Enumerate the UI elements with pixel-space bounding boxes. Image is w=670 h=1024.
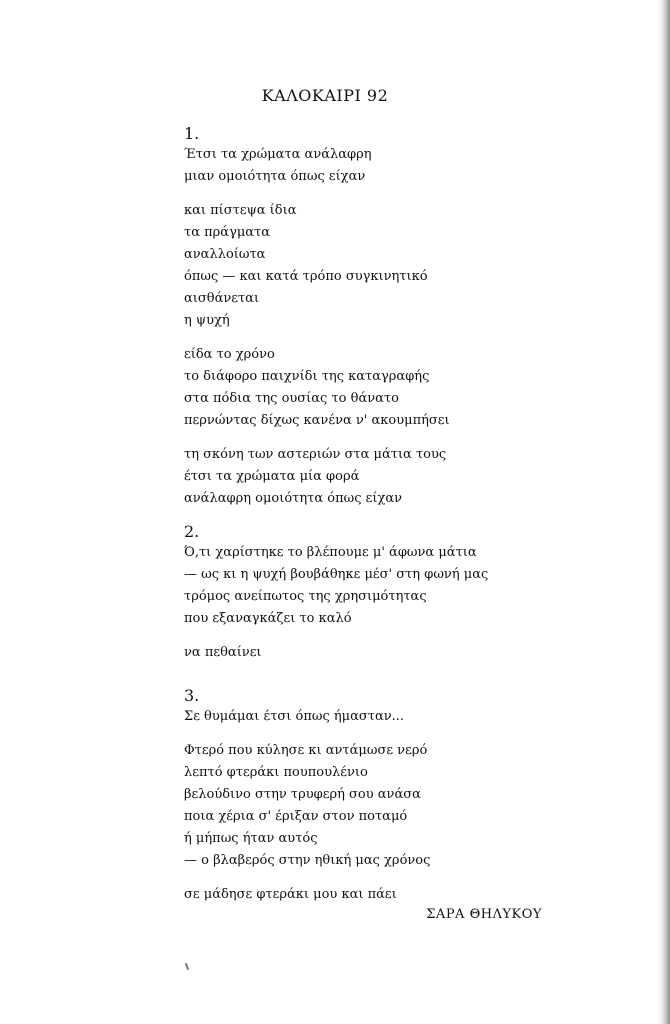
poem-line: στα πόδια της ουσίας το θάνατο [184,391,399,406]
poem-line: που εξαναγκάζει το καλό [184,611,352,626]
section-number: 2. [184,522,200,541]
poem-line: τα πράγματα [184,225,271,240]
poem-line: ανάλαφρη ομοιότητα όπως είχαν [184,491,403,506]
poem-line: Φτερό που κύλησε κι αντάμωσε νερό [184,743,428,758]
poem-line: αναλλοίωτα [184,247,266,262]
poem-line: όπως — και κατά τρόπο συγκινητικό [184,269,428,284]
author-signature: ΣΑΡΑ ΘΗΛΥΚΟΥ [426,907,542,922]
poem-line: τρόμος ανείπωτος της χρησιμότητας [184,589,427,604]
section-number: 3. [184,686,200,705]
poem-line: — ο βλαβερός στην ηθική μας χρόνος [184,853,431,868]
poem-title: ΚΑΛΟΚΑΙΡΙ 92 [261,86,389,105]
poem-line: Σε θυμάμαι έτσι όπως ήμασταν... [184,709,405,724]
poem-line: μιαν ομοιότητα όπως είχαν [184,169,366,184]
poem-line: έτσι τα χρώματα μία φορά [184,469,360,484]
poem-section-1 [184,124,624,510]
poem-line: η ψυχή [184,313,230,328]
poem-line: Ό,τι χαρίστηκε το βλέπουμε μ' άφωνα μάτια [184,545,477,560]
poem-line: Έτσι τα χρώματα ανάλαφρη [184,147,372,162]
poem-line: είδα το χρόνο [184,347,275,362]
poem-line: — ως κι η ψυχή βουβάθηκε μέσ' στη φωνή μας [184,567,489,582]
poem-line: τη σκόνη των αστεριών στα μάτια τους [184,447,447,462]
poem-line: και πίστεψα ίδια [184,203,297,218]
page-edge-shadow [656,0,670,1024]
poem-section-3 [184,686,624,906]
poem-line: περνώντας δίχως κανένα ν' ακουμπήσει [184,413,450,428]
poem-line: το διάφορο παιχνίδι της καταγραφής [184,369,430,384]
poem-line: λεπτό φτεράκι πουπουλένιο [184,765,368,780]
poem-line: ή μήπως ήταν αυτός [184,831,318,846]
poem-line: αισθάνεται [184,291,260,306]
scan-speck [185,963,189,970]
poem-line: σε μάδησε φτεράκι μου και πάει [184,887,397,902]
section-number: 1. [184,124,200,143]
poem-line: ποια χέρια σ' έριξαν στον ποταμό [184,809,408,824]
poem-line: βελούδινο στην τρυφερή σου ανάσα [184,787,421,802]
poem-line: να πεθαίνει [184,645,262,660]
poem-section-2 [184,522,624,664]
